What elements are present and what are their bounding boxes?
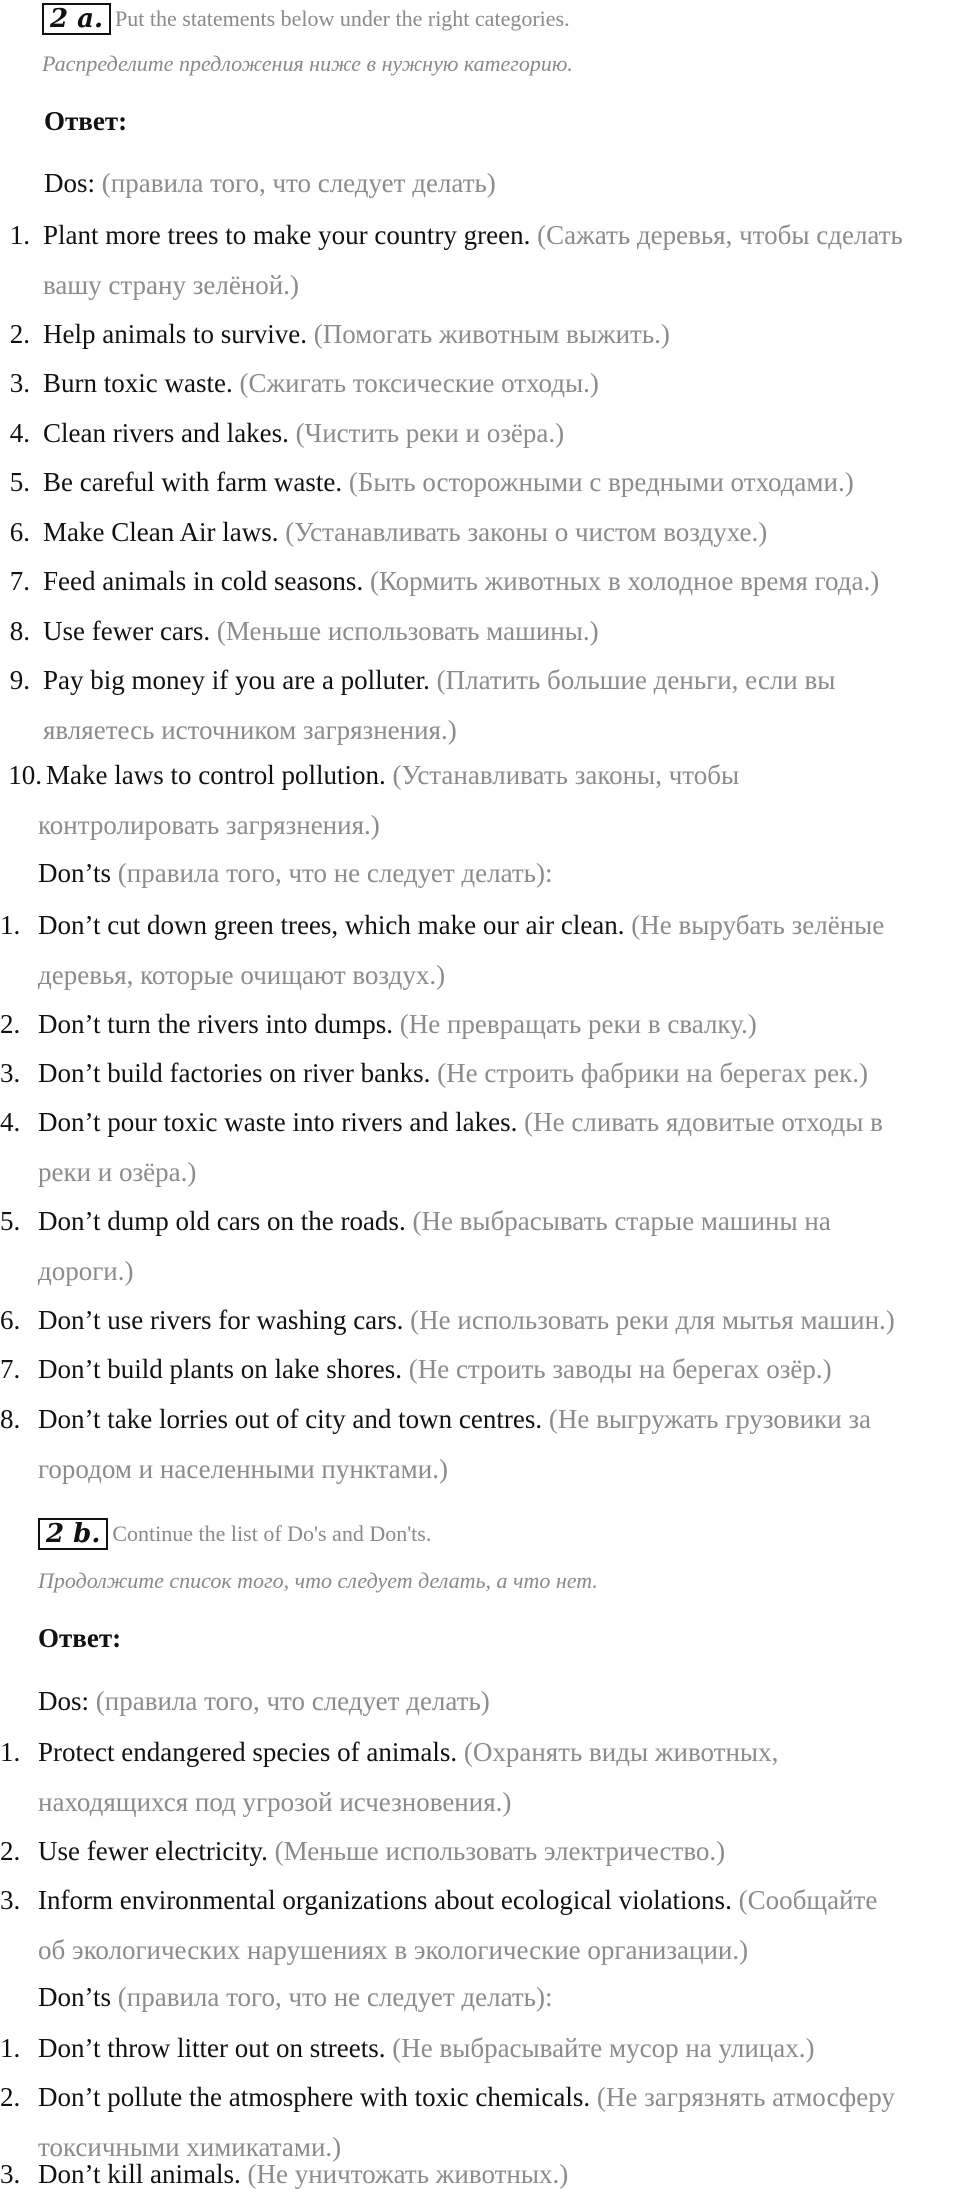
task-a-answer-label: Ответ: (44, 106, 128, 136)
task-b-instruction-ru: Продолжите список того, что следует делать, а что нет. (38, 1568, 598, 1593)
dos-heading-note: (правила того, что следует делать) (95, 1686, 490, 1716)
donts-heading-note: (правила того, что не следует делать): (117, 858, 553, 888)
task-a-instruction-en: Put the statements below under the right categories. (115, 6, 570, 31)
task-b-instruction-en: Continue the list of Do's and Don'ts. (112, 1521, 432, 1546)
task-a-instruction-ru: Распределите предложения ниже в нужную категорию. (42, 51, 573, 76)
task-a-dos-heading (44, 168, 496, 199)
task-b-header (38, 1518, 431, 1550)
dos-heading-text: Dos: (44, 168, 96, 198)
task-b-answer-label: Ответ: (38, 1623, 122, 1653)
donts-heading-note: (правила того, что не следует делать): (117, 1982, 553, 2012)
donts-heading-text: Don’ts (38, 858, 112, 888)
dos-heading-note: (правила того, что следует делать) (101, 168, 496, 198)
task-a-header (42, 3, 570, 35)
answer-page: 2 a. Put the statements below under the right categories. Распределите предложения ниже в нужную категорию. Ответ: Dos: (правила того, что следует делать) 1. Plant more trees to make your country green. (Сажать деревья, чтобы сделать вашу страну зелёной.) 2. Help animals to survive. (Помогать животным выжить.) 3. Burn toxic waste. (Сжигать токсические отходы.) 4. Clean rivers and lakes. (Чистить реки и озёра.) 5. Be careful with farm waste. (Быть осторожными с вредными отходами.) 6. Make Clean Air laws. (Устанавливать законы о чистом воздухе.) 7. Feed animals in cold seasons. (Кормить животных в холодное время года.) 8. Use fewer cars. (Меньше использовать машины.) 9. Pay big money if you are a polluter. (Платить большие деньги, если вы являетесь источником загрязнения.) 10. Make laws to control pollution. (Устанавливать законы, чтобы контролировать загрязнения.) Don’ts (правила того, что не следует делать): 1. Don’t cut down green trees, which make our air clean. (Не вырубать зелёные деревья, которые очищают воздух.) 2. Don’t turn the rivers into dumps. (Не превращать реки в свалку.) 3. Don’t build factories on river banks. (Не строить фабрики на берегах рек.) 4. Don’t pour toxic waste into rivers and lakes. (Не сливать ядовитые отходы в реки и озёра.) 5. Don’t dump old cars on the roads. (Не выбрасывать старые машины на дороги.) 6. Don’t use rivers for washing cars. (Не использовать реки для мытья машин.) 7. Don’t build plants on lake shores. (Не строить заводы на берегах озёр.) 8. Don’t take lorries out of city and town centres. (Не выгружать грузовики за городом и населенными пунктами.) 2 b. Continue the list of Do's and Don'ts. Продолжите список того, что следует делать, а что нет. Ответ: Dos: (правила того, что следует делать) 1. Protect endangered species of animals. (Охранять виды животных, находящихся под угрозой исчезновения.) 2. Use fewer electricity. (Меньше использовать электричество.) 3. Inform environmental organizations about ecological violations. (Сообщайте об экологических нарушениях в экологические организации.) Don’ts (правила того, что не следует делать): 1. Don’t throw litter out on streets. (Не выбрасывайте мусор на улицах.) 2. Don’t pollute the atmosphere with toxic chemicals. (Не загрязнять атмосферу токсичными химикатами.) 3. Don’t kill animals. (Не уничтожать животных.) (0, 4, 903, 2189)
dos-heading-text: Dos: (38, 1686, 90, 1716)
task-a-number: 2 a. (42, 3, 111, 35)
task-b-donts-heading (38, 1982, 552, 2013)
donts-heading-text: Don’ts (38, 1982, 112, 2012)
task-a-donts-heading (38, 858, 552, 889)
task-b-dos-heading (38, 1686, 490, 1717)
task-b-number: 2 b. (38, 1518, 108, 1550)
